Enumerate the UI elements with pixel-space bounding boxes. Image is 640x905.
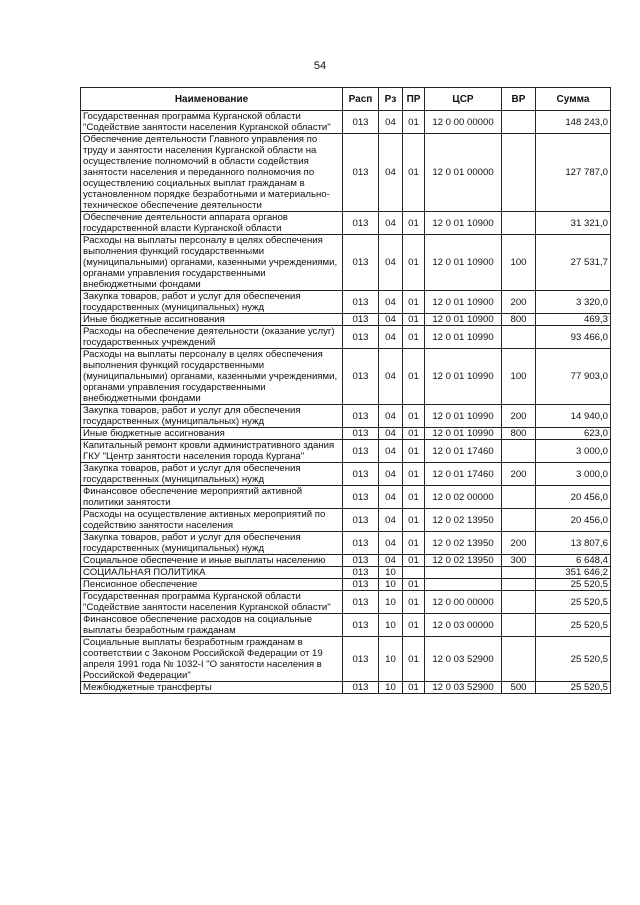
- table-row: [81, 235, 611, 291]
- cell-sum: 13 807,6: [536, 532, 611, 555]
- cell-rasp: 013: [343, 349, 379, 405]
- cell-rz: 04: [379, 349, 403, 405]
- table-row: [81, 682, 611, 694]
- cell-vr: [502, 509, 536, 532]
- cell-name: Социальное обеспечение и иные выплаты населению: [81, 555, 343, 567]
- cell-rz: 04: [379, 486, 403, 509]
- cell-sum: 623,0: [536, 428, 611, 440]
- cell-rz: 04: [379, 314, 403, 326]
- table-row: [81, 486, 611, 509]
- cell-csr: 12 0 01 17460: [425, 440, 502, 463]
- header-vr: ВР: [502, 88, 536, 111]
- cell-pr: 01: [403, 235, 425, 291]
- cell-name: Расходы на осуществление активных мероприятий по содействию занятости населения: [81, 509, 343, 532]
- cell-csr: 12 0 01 10990: [425, 326, 502, 349]
- cell-rasp: 013: [343, 405, 379, 428]
- cell-csr: 12 0 01 10900: [425, 291, 502, 314]
- cell-rasp: 013: [343, 637, 379, 682]
- cell-pr: 01: [403, 405, 425, 428]
- table-row: [81, 314, 611, 326]
- cell-rz: 04: [379, 463, 403, 486]
- cell-csr: 12 0 02 13950: [425, 532, 502, 555]
- cell-vr: [502, 591, 536, 614]
- cell-name: Закупка товаров, работ и услуг для обеспечения государственных (муниципальных) нужд: [81, 405, 343, 428]
- cell-rasp: 013: [343, 532, 379, 555]
- cell-csr: 12 0 01 10900: [425, 235, 502, 291]
- cell-vr: 200: [502, 463, 536, 486]
- cell-csr: 12 0 01 10990: [425, 405, 502, 428]
- cell-rz: 10: [379, 614, 403, 637]
- cell-rz: 04: [379, 440, 403, 463]
- cell-rz: 04: [379, 405, 403, 428]
- cell-rasp: 013: [343, 486, 379, 509]
- table-row: [81, 212, 611, 235]
- cell-sum: 25 520,5: [536, 682, 611, 694]
- cell-vr: [502, 614, 536, 637]
- cell-name: Закупка товаров, работ и услуг для обеспечения государственных (муниципальных) нужд: [81, 291, 343, 314]
- table-row: [81, 532, 611, 555]
- cell-sum: 148 243,0: [536, 111, 611, 134]
- cell-vr: [502, 111, 536, 134]
- cell-pr: 01: [403, 326, 425, 349]
- cell-rz: 04: [379, 235, 403, 291]
- table-row: [81, 567, 611, 579]
- cell-rz: 04: [379, 428, 403, 440]
- cell-vr: 300: [502, 555, 536, 567]
- table-row: [81, 111, 611, 134]
- cell-pr: 01: [403, 463, 425, 486]
- cell-pr: 01: [403, 440, 425, 463]
- budget-table: [80, 87, 611, 694]
- cell-name: Иные бюджетные ассигнования: [81, 314, 343, 326]
- cell-rasp: 013: [343, 440, 379, 463]
- cell-pr: 01: [403, 134, 425, 212]
- table-row: [81, 428, 611, 440]
- cell-rasp: 013: [343, 235, 379, 291]
- cell-rz: 04: [379, 509, 403, 532]
- cell-vr: 100: [502, 349, 536, 405]
- cell-sum: 3 000,0: [536, 463, 611, 486]
- cell-sum: 31 321,0: [536, 212, 611, 235]
- table-row: [81, 134, 611, 212]
- cell-sum: 3 000,0: [536, 440, 611, 463]
- cell-sum: 20 456,0: [536, 509, 611, 532]
- cell-name: Расходы на обеспечение деятельности (оказание услуг) государственных учреждений: [81, 326, 343, 349]
- cell-rz: 04: [379, 212, 403, 235]
- cell-rz: 04: [379, 326, 403, 349]
- table-row: [81, 349, 611, 405]
- cell-rasp: 013: [343, 134, 379, 212]
- cell-pr: 01: [403, 591, 425, 614]
- header-pr: ПР: [403, 88, 425, 111]
- cell-name: Закупка товаров, работ и услуг для обеспечения государственных (муниципальных) нужд: [81, 463, 343, 486]
- cell-name: Финансовое обеспечение мероприятий активной политики занятости: [81, 486, 343, 509]
- cell-vr: [502, 134, 536, 212]
- header-name: Наименование: [81, 88, 343, 111]
- header-rz: Рз: [379, 88, 403, 111]
- cell-pr: [403, 567, 425, 579]
- cell-name: Государственная программа Курганской области "Содействие занятости населения Курганской области": [81, 111, 343, 134]
- cell-csr: 12 0 01 10990: [425, 349, 502, 405]
- cell-vr: 200: [502, 291, 536, 314]
- cell-pr: 01: [403, 682, 425, 694]
- cell-csr: 12 0 01 10900: [425, 212, 502, 235]
- cell-sum: 93 466,0: [536, 326, 611, 349]
- cell-rasp: 013: [343, 428, 379, 440]
- cell-pr: 01: [403, 428, 425, 440]
- header-rasp: Расп: [343, 88, 379, 111]
- cell-csr: 12 0 03 52900: [425, 682, 502, 694]
- cell-pr: 01: [403, 314, 425, 326]
- cell-name: Расходы на выплаты персоналу в целях обеспечения выполнения функций государственными (муниципальными) органами, казенными учреждениями, органами управления государственными внебюджетными фондами: [81, 235, 343, 291]
- cell-csr: [425, 579, 502, 591]
- header-sum: Сумма: [536, 88, 611, 111]
- cell-name: Межбюджетные трансферты: [81, 682, 343, 694]
- table-body: [81, 111, 611, 694]
- cell-name: Обеспечение деятельности аппарата органов государственной власти Курганской области: [81, 212, 343, 235]
- cell-pr: 01: [403, 555, 425, 567]
- cell-vr: [502, 486, 536, 509]
- cell-rz: 10: [379, 567, 403, 579]
- cell-sum: 77 903,0: [536, 349, 611, 405]
- cell-vr: [502, 440, 536, 463]
- table-row: [81, 614, 611, 637]
- table-row: [81, 405, 611, 428]
- cell-name: Социальные выплаты безработным гражданам в соответствии с Законом Российской Федерации от 19 апреля 1991 года № 1032-I "О занятости населения в Российской Федерации": [81, 637, 343, 682]
- cell-rasp: 013: [343, 463, 379, 486]
- cell-vr: 500: [502, 682, 536, 694]
- cell-vr: [502, 637, 536, 682]
- cell-rasp: 013: [343, 314, 379, 326]
- cell-rasp: 013: [343, 579, 379, 591]
- cell-csr: 12 0 03 00000: [425, 614, 502, 637]
- cell-sum: 25 520,5: [536, 614, 611, 637]
- cell-pr: 01: [403, 614, 425, 637]
- cell-sum: 14 940,0: [536, 405, 611, 428]
- cell-pr: 01: [403, 291, 425, 314]
- cell-csr: 12 0 03 52900: [425, 637, 502, 682]
- cell-sum: 127 787,0: [536, 134, 611, 212]
- cell-vr: [502, 326, 536, 349]
- cell-vr: 200: [502, 532, 536, 555]
- cell-rz: 04: [379, 134, 403, 212]
- cell-sum: 469,3: [536, 314, 611, 326]
- cell-rasp: 013: [343, 682, 379, 694]
- cell-pr: 01: [403, 509, 425, 532]
- table-row: [81, 463, 611, 486]
- cell-sum: 25 520,5: [536, 591, 611, 614]
- cell-vr: 800: [502, 314, 536, 326]
- cell-name: Финансовое обеспечение расходов на социальные выплаты безработным гражданам: [81, 614, 343, 637]
- table-row: [81, 591, 611, 614]
- cell-rasp: 013: [343, 111, 379, 134]
- cell-csr: 12 0 01 17460: [425, 463, 502, 486]
- cell-rz: 10: [379, 591, 403, 614]
- cell-rz: 10: [379, 682, 403, 694]
- cell-pr: 01: [403, 349, 425, 405]
- cell-vr: 800: [502, 428, 536, 440]
- cell-pr: 01: [403, 212, 425, 235]
- cell-rasp: 013: [343, 212, 379, 235]
- table-row: [81, 440, 611, 463]
- table-row: [81, 555, 611, 567]
- cell-rasp: 013: [343, 509, 379, 532]
- cell-vr: [502, 579, 536, 591]
- cell-vr: [502, 212, 536, 235]
- cell-sum: 351 646,2: [536, 567, 611, 579]
- cell-pr: 01: [403, 637, 425, 682]
- cell-csr: [425, 567, 502, 579]
- table-row: [81, 509, 611, 532]
- cell-vr: [502, 567, 536, 579]
- cell-sum: 20 456,0: [536, 486, 611, 509]
- header-csr: ЦСР: [425, 88, 502, 111]
- cell-rasp: 013: [343, 614, 379, 637]
- cell-sum: 6 648,4: [536, 555, 611, 567]
- cell-rasp: 013: [343, 591, 379, 614]
- cell-pr: 01: [403, 579, 425, 591]
- cell-csr: 12 0 01 10990: [425, 428, 502, 440]
- table-row: [81, 291, 611, 314]
- cell-sum: 27 531,7: [536, 235, 611, 291]
- cell-rz: 04: [379, 532, 403, 555]
- cell-name: Государственная программа Курганской области "Содействие занятости населения Курганской области": [81, 591, 343, 614]
- cell-rz: 04: [379, 111, 403, 134]
- table-header: [81, 88, 611, 111]
- cell-csr: 12 0 02 00000: [425, 486, 502, 509]
- cell-vr: 100: [502, 235, 536, 291]
- cell-rz: 10: [379, 579, 403, 591]
- table-row: [81, 637, 611, 682]
- table-row: [81, 326, 611, 349]
- cell-csr: 12 0 02 13950: [425, 509, 502, 532]
- cell-pr: 01: [403, 532, 425, 555]
- cell-csr: 12 0 01 10900: [425, 314, 502, 326]
- cell-csr: 12 0 00 00000: [425, 111, 502, 134]
- cell-rz: 04: [379, 555, 403, 567]
- cell-csr: 12 0 02 13950: [425, 555, 502, 567]
- cell-sum: 25 520,5: [536, 637, 611, 682]
- cell-name: Иные бюджетные ассигнования: [81, 428, 343, 440]
- cell-rasp: 013: [343, 567, 379, 579]
- cell-rasp: 013: [343, 326, 379, 349]
- page-number: 54: [313, 60, 327, 72]
- cell-name: Закупка товаров, работ и услуг для обеспечения государственных (муниципальных) нужд: [81, 532, 343, 555]
- table-row: [81, 579, 611, 591]
- cell-sum: 25 520,5: [536, 579, 611, 591]
- cell-name: Расходы на выплаты персоналу в целях обеспечения выполнения функций государственными (муниципальными) органами, казенными учреждениями, органами управления государственными внебюджетными фондами: [81, 349, 343, 405]
- cell-rasp: 013: [343, 555, 379, 567]
- cell-name: Обеспечение деятельности Главного управления по труду и занятости населения Курганской области на осуществление полномочий в области содействия занятости населения и переданного полномочия по осуществлению социальных выплат гражданам в установленном порядке безработными и материально-техническое обеспечение деятельности: [81, 134, 343, 212]
- cell-name: Пенсионное обеспечение: [81, 579, 343, 591]
- cell-rz: 04: [379, 291, 403, 314]
- cell-pr: 01: [403, 486, 425, 509]
- cell-name: СОЦИАЛЬНАЯ ПОЛИТИКА: [81, 567, 343, 579]
- cell-csr: 12 0 00 00000: [425, 591, 502, 614]
- cell-pr: 01: [403, 111, 425, 134]
- cell-rasp: 013: [343, 291, 379, 314]
- cell-name: Капитальный ремонт кровли административного здания ГКУ "Центр занятости населения города Кургана": [81, 440, 343, 463]
- cell-csr: 12 0 01 00000: [425, 134, 502, 212]
- cell-vr: 200: [502, 405, 536, 428]
- cell-sum: 3 320,0: [536, 291, 611, 314]
- cell-rz: 10: [379, 637, 403, 682]
